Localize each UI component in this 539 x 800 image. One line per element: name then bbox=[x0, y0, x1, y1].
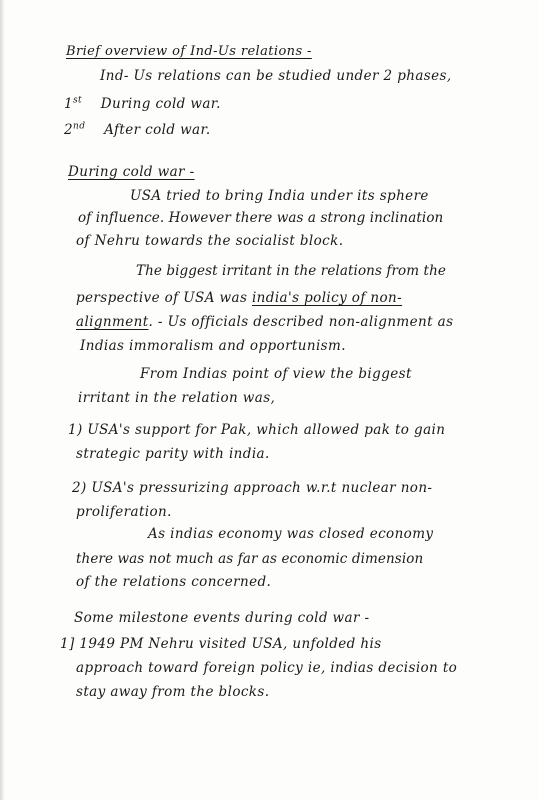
phase-text: After cold war. bbox=[104, 122, 211, 138]
paragraph-line: USA tried to bring India under its sphere bbox=[130, 188, 429, 204]
list-item-continuation: stay away from the blocks. bbox=[76, 684, 270, 700]
text-span: . - Us officials described non-alignment as bbox=[148, 314, 454, 330]
phase-number: 2 bbox=[64, 122, 73, 138]
underlined-phrase: alignment bbox=[76, 314, 149, 330]
phase-item bbox=[64, 122, 211, 138]
paragraph-line: there was not much as far as economic dimension bbox=[76, 551, 424, 567]
paragraph-line: of influence. However there was a strong inclination bbox=[78, 210, 444, 226]
phase-number: 1 bbox=[64, 96, 73, 112]
paragraph-line: irritant in the relation was, bbox=[78, 390, 276, 406]
list-item: 2) USA's pressurizing approach w.r.t nuclear non- bbox=[72, 480, 433, 496]
paragraph-line: The biggest irritant in the relations from the bbox=[136, 263, 446, 279]
paragraph-line: of the relations concerned. bbox=[76, 574, 272, 590]
list-item-continuation: proliferation. bbox=[76, 504, 172, 520]
page-edge-shadow bbox=[0, 0, 5, 800]
text-span: perspective of USA was bbox=[76, 290, 252, 306]
phase-item bbox=[64, 96, 221, 112]
section-heading: Some milestone events during cold war - bbox=[74, 610, 370, 626]
list-item: 1] 1949 PM Nehru visited USA, unfolded his bbox=[60, 636, 382, 652]
phase-suffix: nd bbox=[73, 121, 86, 132]
list-item-continuation: strategic parity with india. bbox=[76, 446, 270, 462]
intro-line: Ind- Us relations can be studied under 2 phases, bbox=[100, 68, 452, 84]
paragraph-line bbox=[76, 314, 453, 330]
section-heading: During cold war - bbox=[68, 164, 195, 180]
phase-suffix: st bbox=[73, 95, 83, 106]
underlined-phrase: india's policy of non- bbox=[251, 290, 403, 306]
page-title: Brief overview of Ind-Us relations - bbox=[66, 44, 312, 59]
phase-text: During cold war. bbox=[100, 96, 221, 112]
paragraph-line: As indias economy was closed economy bbox=[148, 526, 434, 542]
list-item: 1) USA's support for Pak, which allowed pak to gain bbox=[68, 422, 446, 438]
paragraph-line bbox=[76, 290, 402, 306]
paragraph-line: of Nehru towards the socialist block. bbox=[76, 233, 344, 249]
paragraph-line: From Indias point of view the biggest bbox=[140, 366, 412, 382]
paragraph-line: Indias immoralism and opportunism. bbox=[80, 338, 346, 354]
list-item-continuation: approach toward foreign policy ie, indias decision to bbox=[76, 660, 458, 676]
